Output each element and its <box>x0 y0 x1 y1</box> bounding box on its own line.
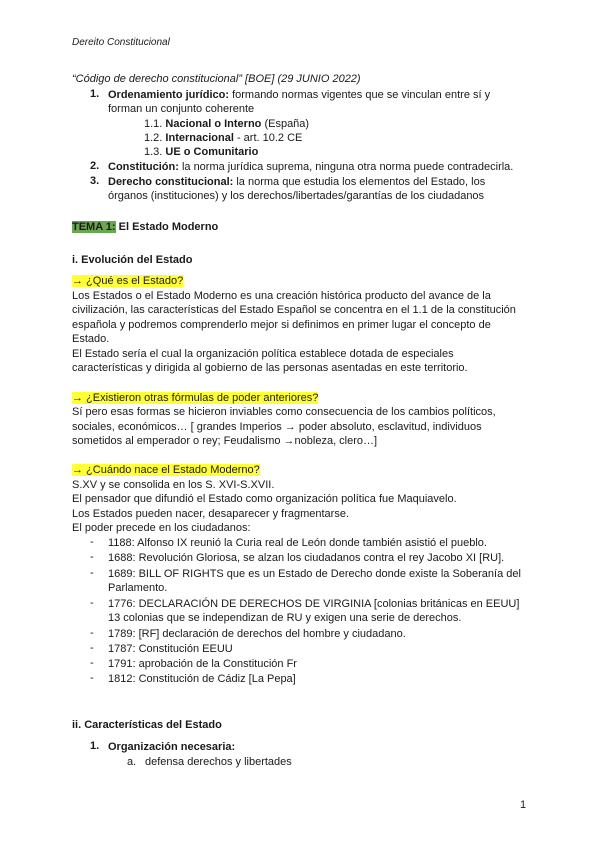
event-line: Parlamento. <box>108 582 168 594</box>
event-line: 1188: Alfonso IX reunió la Curia real de León donde también asistió el pueblo. <box>108 537 487 549</box>
question-text: → ¿Existieron otras fórmulas de poder anteriores? <box>72 392 319 404</box>
bullet-dash: - <box>90 567 94 579</box>
bullet-dash: - <box>90 627 94 639</box>
tema-title: El Estado Moderno <box>115 221 219 233</box>
running-header: Dereito Constitucional <box>72 37 170 48</box>
sub-list-item <box>144 145 258 159</box>
sub-number: 1.2. <box>144 132 163 144</box>
bullet-dash: - <box>90 672 94 684</box>
event-line: 13 colonias que se independizan de RU y exigen una serie de derechos. <box>108 612 462 624</box>
paragraph-line: S.XV y se consolida en los S. XVI-S.XVII. <box>72 479 275 491</box>
list-number: 1. <box>90 740 100 752</box>
event-line: 1688: Revolución Gloriosa, se alzan los ciudadanos contra el rey Jacobo XI [RU]. <box>108 552 505 564</box>
sub-letter: a. <box>127 756 137 768</box>
list-item-continuation: órganos (instituciones) y los derechos/libertades/garantías de los ciudadanos <box>108 190 485 202</box>
question-text: → ¿Cuándo nace el Estado Moderno? <box>72 464 260 476</box>
term: Derecho constitucional: <box>108 176 234 188</box>
paragraph-line: Estado. <box>72 333 110 345</box>
list-number: 1. <box>90 88 100 100</box>
event-line: 1791: aprobación de la Constitución Fr <box>108 658 297 670</box>
question-highlight <box>72 274 183 288</box>
term: Internacional <box>165 132 234 144</box>
event-line: 1776: DECLARACIÓN DE DERECHOS DE VIRGINIA [colonias británicas en EEUU] <box>108 598 520 610</box>
page-number: 1 <box>520 799 527 811</box>
event-line: 1787: Constitución EEUU <box>108 643 233 655</box>
bullet-dash: - <box>90 642 94 654</box>
list-item-continuation: forman un conjunto coherente <box>108 103 255 115</box>
event-line: 1789: [RF] declaración de derechos del hombre y ciudadano. <box>108 628 406 640</box>
tema-label: TEMA 1: <box>72 221 116 233</box>
event-line: 1689: BILL OF RIGHTS que es un Estado de Derecho donde existe la Soberanía del <box>108 568 521 580</box>
source-citation: “Código de derecho constitucional” [BOE] (29 JUNIO 2022) <box>72 73 361 85</box>
paragraph-line: El Estado sería el cual la organización política establece dotada de especiales <box>72 348 454 360</box>
definition: la norma jurídica suprema, ninguna otra norma puede contradecirla. <box>178 161 514 173</box>
term: Nacional o Interno <box>165 118 262 130</box>
question-highlight <box>72 463 260 477</box>
tema-heading <box>72 220 218 234</box>
question-text: → ¿Qué es el Estado? <box>72 275 184 287</box>
bullet-dash: - <box>90 551 94 563</box>
term: UE o Comunitario <box>165 146 259 158</box>
section-heading: i. Evolución del Estado <box>72 254 193 266</box>
sub-list-item <box>144 131 302 145</box>
event-line: 1812: Constitución de Cádiz [La Pepa] <box>108 673 296 685</box>
paragraph-line: sometidos al emperador o rey; Feudalismo →nobleza, clero…] <box>72 435 378 447</box>
paragraph-line: sociales, económicos… [ grandes Imperios → poder absoluto, esclavitud, individuos <box>72 421 482 433</box>
definition: - art. 10.2 CE <box>233 132 303 144</box>
sub-list-item <box>144 117 309 131</box>
paragraph-line: Los Estados pueden nacer, desaparecer y fragmentarse. <box>72 508 350 520</box>
list-number: 2. <box>90 160 100 172</box>
paragraph-line: civilización, las características del Estado Español se concentra en el 1.1 de la constitución <box>72 304 516 316</box>
list-number: 3. <box>90 175 100 187</box>
sub-number: 1.3. <box>144 146 163 158</box>
term: Ordenamiento jurídico: <box>108 89 230 101</box>
list-item <box>108 175 485 189</box>
bullet-dash: - <box>90 657 94 669</box>
paragraph-line: Sí pero esas formas se hicieron inviables como consecuencia de los cambios políticos, <box>72 406 496 418</box>
question-highlight <box>72 391 318 405</box>
section-heading: ii. Características del Estado <box>72 719 222 731</box>
list-item: Organización necesaria: <box>108 741 236 753</box>
definition: (España) <box>261 118 310 130</box>
term: Constitución: <box>108 161 179 173</box>
definition: la norma que estudia los elementos del Estado, los <box>233 176 486 188</box>
bullet-dash: - <box>90 597 94 609</box>
paragraph-line: Los Estados o el Estado Moderno es una creación histórica producto del avance de la <box>72 290 491 302</box>
paragraph-line: El pensador que difundió el Estado como organización política fue Maquiavelo. <box>72 493 457 505</box>
paragraph-line: características y dirigida al gobierno de las personas asentadas en este territorio. <box>72 362 468 374</box>
paragraph-line: española y podremos comprenderlo mejor si definimos en primer lugar el concepto de <box>72 319 491 331</box>
sub-number: 1.1. <box>144 118 163 130</box>
definition: formando normas vigentes que se vinculan entre sí y <box>229 89 491 101</box>
list-item <box>108 160 513 174</box>
bullet-dash: - <box>90 536 94 548</box>
sub-list-item: defensa derechos y libertades <box>145 756 292 768</box>
list-item <box>108 88 490 102</box>
paragraph-line: El poder precede en los ciudadanos: <box>72 522 251 534</box>
